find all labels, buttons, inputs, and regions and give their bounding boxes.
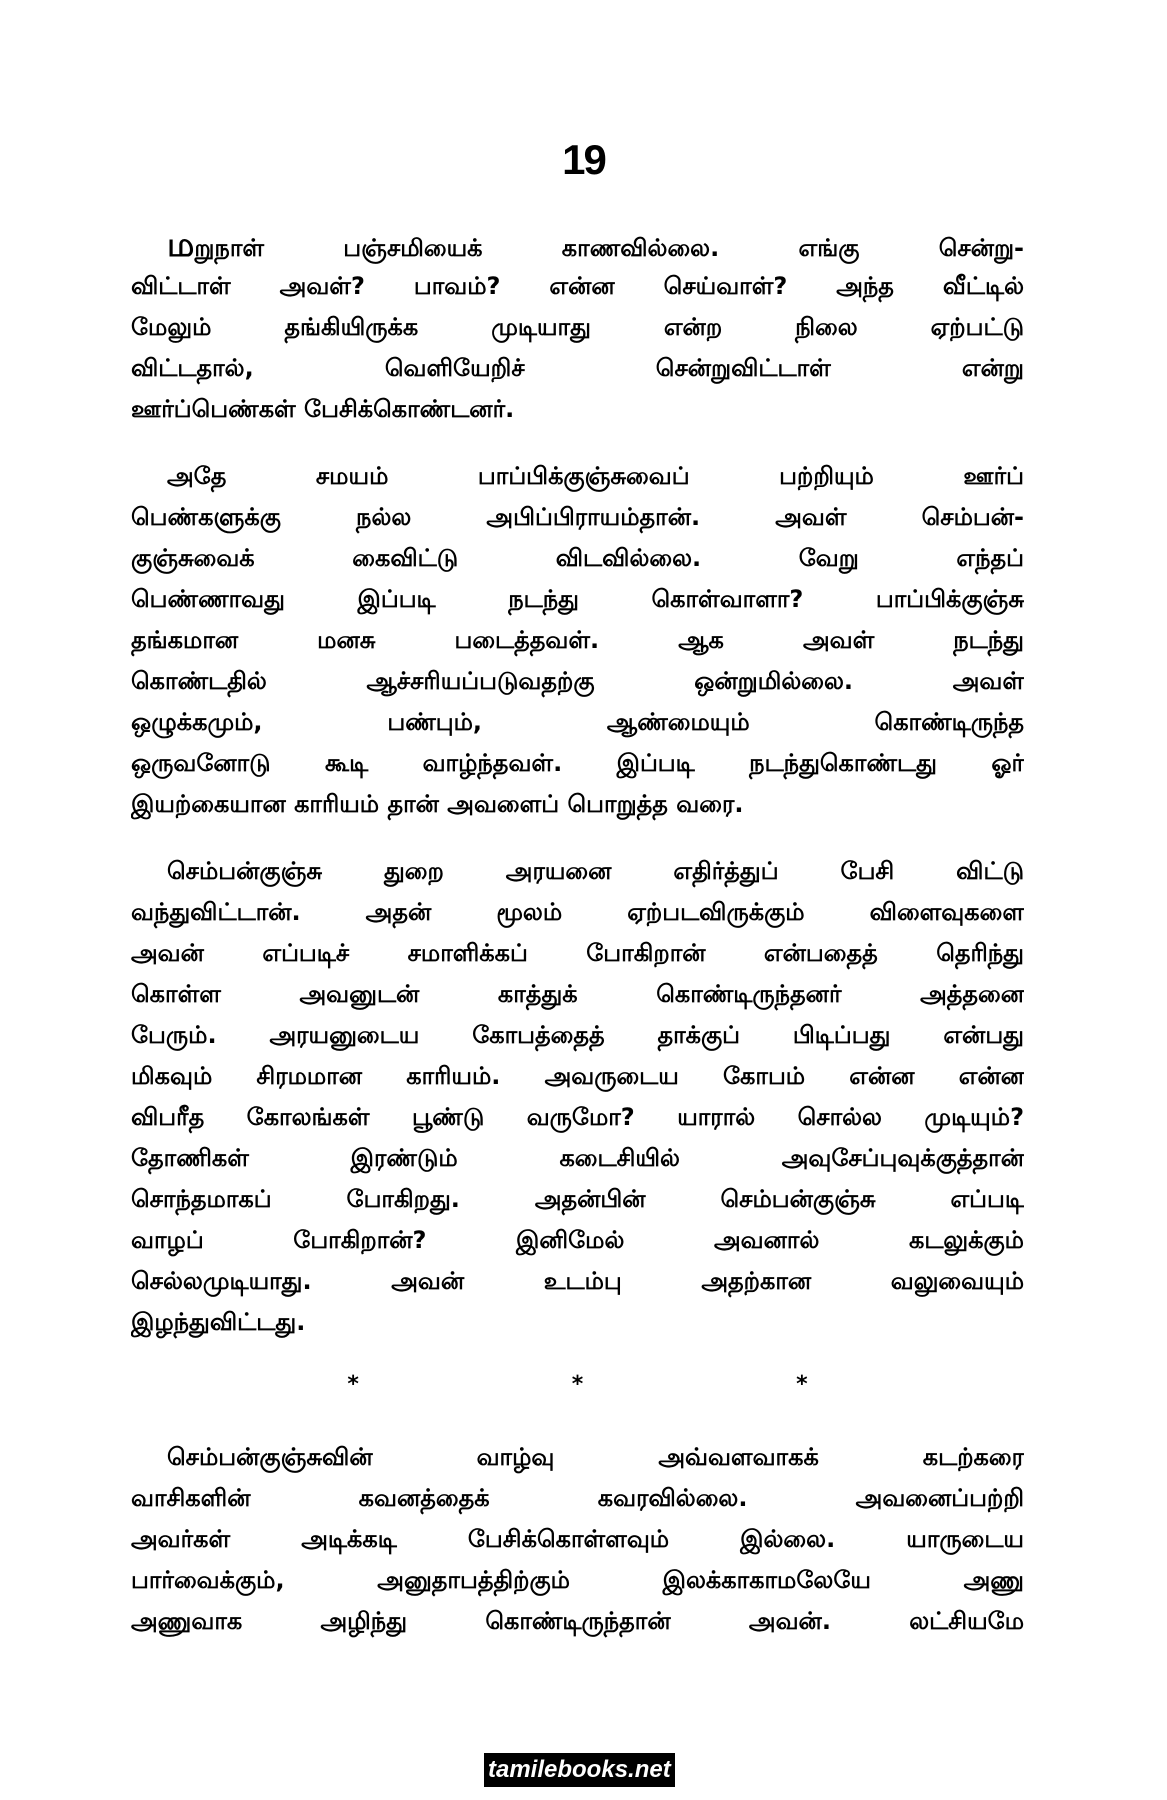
- text-line: வாசிகளின் கவனத்தைக் கவரவில்லை. அவனைப்பற்றி: [131, 1484, 1024, 1512]
- text-line: இயற்கையான காரியம் தான் அவளைப் பொறுத்த வரை.: [131, 790, 744, 818]
- text-line: பெண்களுக்கு நல்ல அபிப்பிராயம்தான். அவள் செம்பன்-: [131, 503, 1024, 531]
- text-line: அணுவாக அழிந்து கொண்டிருந்தான் அவன். லட்சியமே: [131, 1607, 1024, 1635]
- text-line: விபரீத கோலங்கள் பூண்டு வருமோ? யாரால் சொல்ல முடியும்?: [131, 1103, 1024, 1131]
- text-line: வந்துவிட்டான். அதன் மூலம் ஏற்படவிருக்கும் விளைவுகளை: [131, 898, 1024, 926]
- section-separator: [131, 1372, 1024, 1397]
- text-line: பெண்ணாவது இப்படி நடந்து கொள்வாளா? பாப்பிக்குஞ்சு: [131, 585, 1024, 613]
- text-line: [131, 225, 1024, 266]
- text-line: அதே சமயம் பாப்பிக்குஞ்சுவைப் பற்றியும் ஊர்ப்: [167, 462, 1024, 490]
- text-line: குஞ்சுவைக் கைவிட்டு விடவில்லை. வேறு எந்தப்: [131, 544, 1024, 572]
- text-line: அவன் எப்படிச் சமாளிக்கப் போகிறான் என்பதைத் தெரிந்து: [131, 939, 1024, 967]
- drop-cap: ம: [167, 225, 195, 265]
- chapter-body: [131, 225, 1024, 1369]
- text-line: பேரும். அரயனுடைய கோபத்தைத் தாக்குப் பிடிப்பது என்பது: [131, 1021, 1024, 1049]
- text-line: செம்பன்குஞ்சு துறை அரயனை எதிர்த்துப் பேசி விட்டு: [167, 857, 1024, 885]
- asterisk: *: [796, 1372, 808, 1397]
- text-line: தங்கமான மனசு படைத்தவள். ஆக அவள் நடந்து: [131, 626, 1024, 654]
- text-line: செம்பன்குஞ்சுவின் வாழ்வு அவ்வளவாகக் கடற்கரை: [167, 1443, 1024, 1471]
- paragraph-2: [131, 456, 1024, 825]
- text-line: இழந்துவிட்டது.: [131, 1308, 306, 1336]
- text-line: ஊர்ப்பெண்கள் பேசிக்கொண்டனர்.: [131, 395, 515, 423]
- text-line: வாழப் போகிறான்? இனிமேல் அவனால் கடலுக்கும்: [131, 1226, 1024, 1254]
- text-line: அவர்கள் அடிக்கடி பேசிக்கொள்ளவும் இல்லை. யாருடைய: [131, 1525, 1024, 1553]
- text-line: மேலும் தங்கியிருக்க முடியாது என்ற நிலை ஏற்பட்டு: [131, 313, 1024, 341]
- text-line: விட்டாள் அவள்? பாவம்? என்ன செய்வாள்? அந்த வீட்டில்: [131, 272, 1024, 300]
- text-line: பார்வைக்கும், அனுதாபத்திற்கும் இலக்காகாமலேயே அணு: [131, 1566, 1024, 1594]
- asterisk: *: [571, 1372, 584, 1397]
- watermark-label: tamilebooks.net: [484, 1753, 675, 1787]
- text-line: தோணிகள் இரண்டும் கடைசியில் அவுசேப்புவுக்குத்தான்: [131, 1144, 1024, 1172]
- text-line: விட்டதால், வெளியேறிச் சென்றுவிட்டாள் என்று: [131, 354, 1024, 382]
- paragraph-1: [131, 225, 1024, 430]
- asterisk: *: [347, 1372, 359, 1397]
- text-line: செல்லமுடியாது. அவன் உடம்பு அதற்கான வலுவையும்: [131, 1267, 1024, 1295]
- text-line: ஒழுக்கமும், பண்பும், ஆண்மையும் கொண்டிருந்த: [131, 708, 1024, 736]
- text-line-content: றுநாள் பஞ்சமியைக் காணவில்லை. எங்கு சென்று-: [194, 234, 1024, 262]
- chapter-number: 19: [562, 136, 605, 183]
- text-line: கொண்டதில் ஆச்சரியப்படுவதற்கு ஒன்றுமில்லை. அவள்: [131, 667, 1024, 695]
- paragraph-4: [131, 1437, 1024, 1642]
- text-line: ஒருவனோடு கூடி வாழ்ந்தவள். இப்படி நடந்துகொண்டது ஓர்: [131, 749, 1024, 777]
- text-line: கொள்ள அவனுடன் காத்துக் கொண்டிருந்தனர் அத்தனை: [131, 980, 1024, 1008]
- paragraph-3: [131, 851, 1024, 1343]
- text-line: மிகவும் சிரமமான காரியம். அவருடைய கோபம் என்ன என்ன: [131, 1062, 1024, 1090]
- text-line: சொந்தமாகப் போகிறது. அதன்பின் செம்பன்குஞ்சு எப்படி: [131, 1185, 1024, 1213]
